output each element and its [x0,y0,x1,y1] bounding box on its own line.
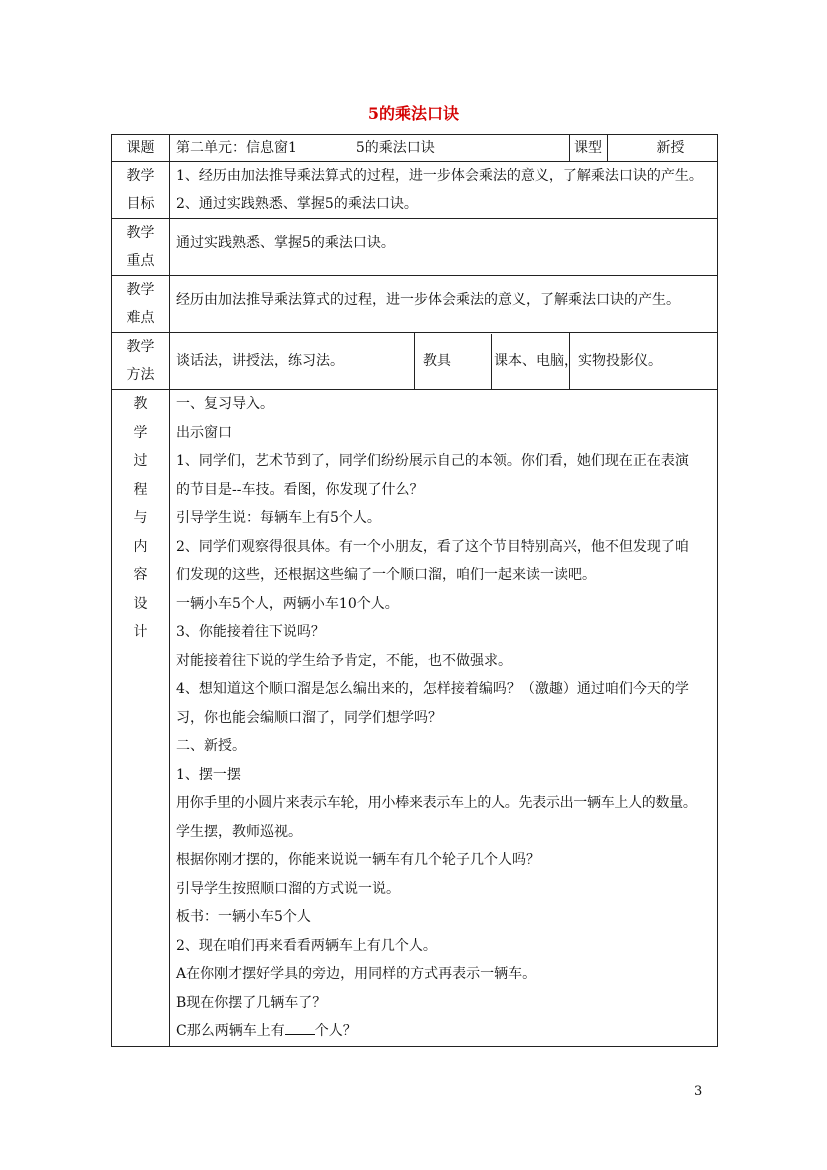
process-line: 一辆小车5个人，两辆小车10个人。 [176,595,399,612]
type-cell [574,135,718,162]
lesson-plan-table [111,134,718,1047]
goals-row [112,162,718,219]
process-line: 2、同学们观察得很具体。有一个小朋友，看了这个节目特别高兴，他不但发现了咱 [176,538,689,555]
methods-label: 教学 方法 [112,333,170,390]
type-value: 新授 [656,140,685,156]
process-line: A在你刚才摆好学具的旁边，用同样的方式再表示一辆车。 [176,966,537,982]
process-row [112,390,718,1047]
process-line: 4、想知道这个顺口溜是怎么编出来的，怎样接着编吗？（激趣）通过咱们今天的学 [176,681,689,697]
type-label: 课型 [574,140,602,156]
process-line: 2、现在咱们再来看看两辆车上有几个人。 [176,937,437,954]
process-line: 用你手里的小圆片来表示车轮，用小棒来表示车上的人。先表示出一辆车上人的数量。 [176,795,697,811]
topic-label: 课题 [112,135,170,162]
page-number: 3 [694,1084,703,1099]
goals-text [170,162,718,219]
process-line-blank: C那么两辆车上有 个人？ [176,1017,711,1046]
process-line: 1、同学们，艺术节到了，同学们纷纷展示自己的本领。你们看，她们现在正在表演 [176,453,689,469]
process-line: 对能接着往下说的学生给予肯定，不能，也不做强求。 [176,652,512,669]
process-line: 板书：一辆小车5个人 [176,909,311,925]
process-line: 出示窗口 [176,424,232,441]
process-line: 根据你刚才摆的，你能来说说一辆车有几个轮子几个人吗？ [176,852,540,868]
document-title: 5的乘法口诀 [367,104,460,123]
goals-label: 教学 目标 [112,162,170,219]
key-points-label: 教学 重点 [112,219,170,276]
key-points-row [112,219,718,276]
goal-line: 1、经历由加法推导乘法算式的过程，进一步体会乘法的意义，了解乘法口诀的产生。 [176,168,703,184]
process-line: 1、摆一摆 [176,766,241,783]
topic-cell [170,135,570,162]
topic-row [112,135,718,162]
difficulties-row [112,276,718,333]
process-line: 的节目是--车技。看图，你发现了什么？ [176,481,424,498]
methods-row [112,333,718,390]
process-label: 教 学 过 程 与 内 容 设 计 [112,390,170,1047]
process-line: 3、你能接着往下说吗？ [176,624,325,640]
process-line: B现在你摆了几辆车了？ [176,994,327,1011]
topic-unit: 第二单元：信息窗1 [176,140,297,156]
tools-label: 教具 [415,334,492,389]
process-line: 一、复习导入。 [176,396,274,412]
fill-blank [285,1020,315,1035]
difficulties-label: 教学 难点 [112,276,170,333]
tools-value: 课本、电脑，实物投影仪。 [494,333,642,390]
process-content [170,390,718,1047]
goal-line: 2、通过实践熟悉、掌握5的乘法口诀。 [176,196,418,212]
process-line: 引导学生按照顺口溜的方式说一说。 [176,880,400,897]
process-line: 引导学生说：每辆车上有5个人。 [176,510,381,526]
key-points-text: 通过实践熟悉、掌握5的乘法口诀。 [170,219,718,276]
methods-text: 谈话法，讲授法，练习法。 [170,333,415,390]
topic-name: 5的乘法口诀 [355,140,435,156]
process-line: 二、新授。 [176,738,246,754]
difficulties-text: 经历由加法推导乘法算式的过程，进一步体会乘法的意义，了解乘法口诀的产生。 [170,276,718,333]
process-line: 学生摆，教师巡视。 [176,823,302,840]
process-line: 们发现的这些，还根据这些编了一个顺口溜，咱们一起来读一读吧。 [176,567,596,583]
process-line: 习，你也能会编顺口溜了，同学们想学吗？ [176,709,442,726]
